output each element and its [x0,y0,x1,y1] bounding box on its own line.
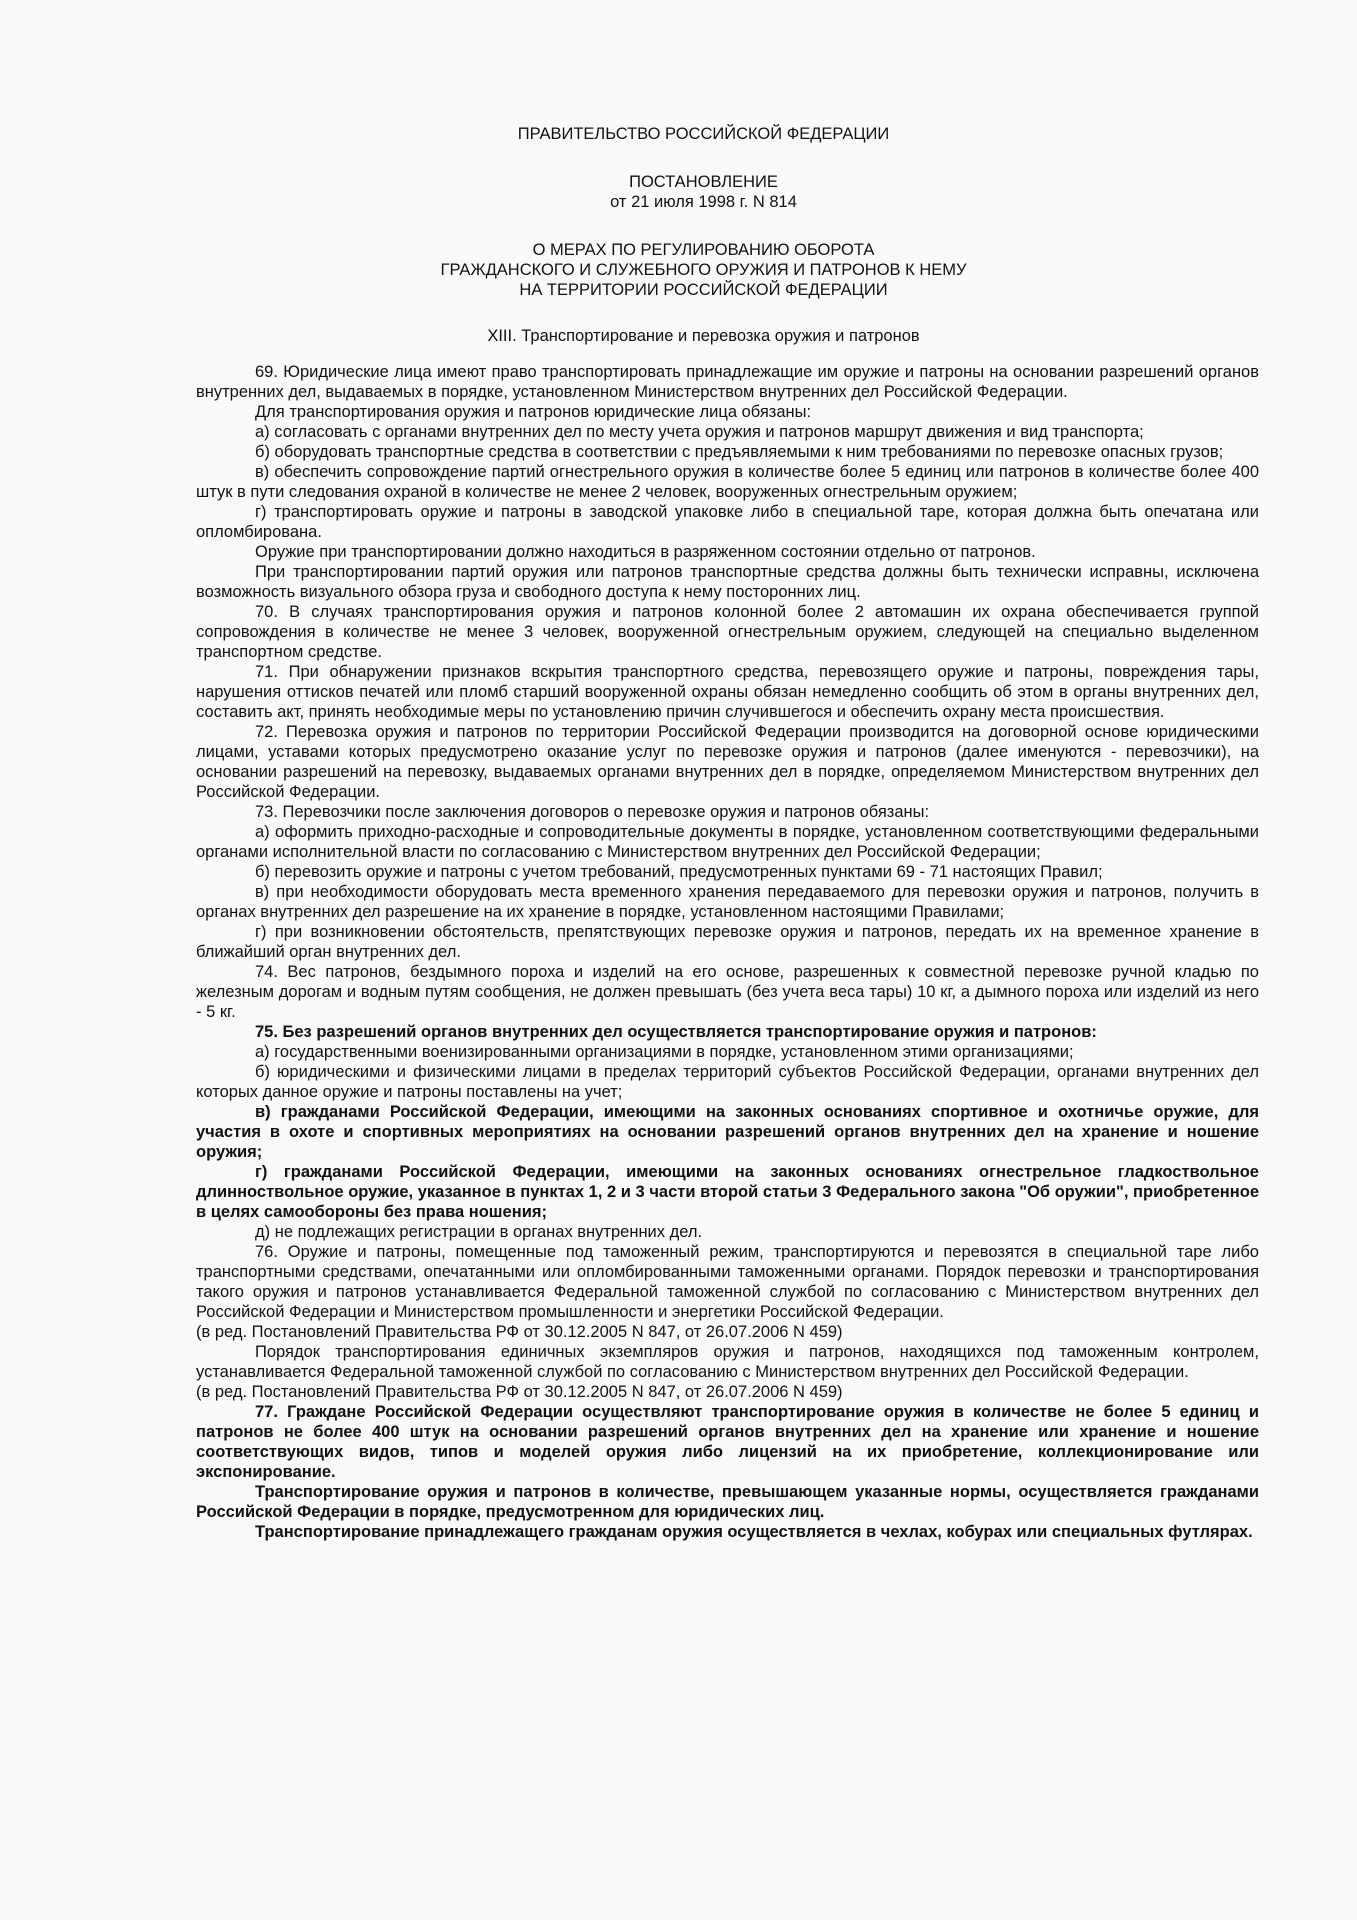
paragraph: г) при возникновении обстоятельств, препятствующих перевозке оружия и патронов, передать их на временное хранение в ближайший орган внутренних дел. [196,923,1259,961]
paragraph: б) юридическими и физическими лицами в пределах территорий субъектов Российской Федерации, органами внутренних дел которых данное оружие и патроны поставлены на учет; [196,1063,1259,1101]
paragraph: б) оборудовать транспортные средства в соответствии с предъявляемыми к ним требованиями по перевозке опасных грузов; [255,443,1224,461]
paragraph: 71. При обнаружении признаков вскрытия транспортного средства, перевозящего оружие и патроны, повреждения тары, нарушения оттисков печатей или пломб старший вооруженной охраны обязан немедленно сообщить об этом в органы внутренних дел, составить акт, принять необходимые меры по установлению причин случившегося и обеспечить охрану места происшествия. [196,663,1259,721]
paragraph: в) гражданами Российской Федерации, имеющими на законных основаниях спортивное и охотничье оружие, для участия в охоте и спортивных мероприятиях на основании разрешений органов внутренних дел на хранение и ношение оружия; [196,1103,1259,1161]
paragraph: 74. Вес патронов, бездымного пороха и изделий на его основе, разрешенных к совместной перевозке ручной кладью по железным дорогам и водным путям сообщения, не должен превышать (без учета веса тары) 10 кг, а дымного пороха или изделий из него - 5 кг. [196,963,1259,1021]
paragraph: Транспортирование принадлежащего гражданам оружия осуществляется в чехлах, кобурах или специальных футлярах. [255,1523,1253,1541]
paragraph: б) перевозить оружие и патроны с учетом требований, предусмотренных пунктами 69 - 71 настоящих Правил; [255,863,1103,881]
paragraph: Для транспортирования оружия и патронов юридические лица обязаны: [255,403,812,421]
paragraph: в) обеспечить сопровождение партий огнестрельного оружия в количестве более 5 единиц или патронов в количестве более 400 штук в пути следования охраной в количестве не менее 2 человек, вооруженных огнестрельным оружием; [196,463,1259,501]
paragraph: 76. Оружие и патроны, помещенные под таможенный режим, транспортируются и перевозятся в специальной таре либо транспортными средствами, опечатанными или опломбированными таможенными органами. Порядок перевозки и транспортирования такого оружия и патронов устанавливается Федеральной таможенной службой по согласованию с Министерством внутренних дел Российской Федерации и Министерством промышленности и энергетики Российской Федерации. [196,1243,1259,1321]
document-type: ПОСТАНОВЛЕНИЕ [629,173,778,191]
paragraph: 73. Перевозчики после заключения договоров о перевозке оружия и патронов обязаны: [255,803,930,821]
title-line: ГРАЖДАНСКОГО И СЛУЖЕБНОГО ОРУЖИЯ И ПАТРОНОВ К НЕМУ [440,261,967,279]
paragraph: Транспортирование оружия и патронов в количестве, превышающем указанные нормы, осуществляется гражданами Российской Федерации в порядке, предусмотренном для юридических лиц. [196,1483,1259,1521]
document-header [0,124,1357,346]
paragraph: г) транспортировать оружие и патроны в заводской упаковке либо в специальной таре, которая должна быть опечатана или опломбирована. [196,503,1259,541]
paragraph: д) не подлежащих регистрации в органах внутренних дел. [255,1223,703,1241]
paragraph: 77. Граждане Российской Федерации осуществляют транспортирование оружия в количестве не более 5 единиц и патронов не более 400 штук на основании разрешений органов внутренних дел на хранение или хранение и ношение соответствующих видов, типов и моделей оружия либо лицензий на их приобретение, коллекционирование или экспонирование. [196,1403,1259,1481]
title-line: НА ТЕРРИТОРИИ РОССИЙСКОЙ ФЕДЕРАЦИИ [519,281,888,299]
paragraph: а) государственными военизированными организациями в порядке, установленном этими организациями; [255,1043,1074,1061]
paragraph: (в ред. Постановлений Правительства РФ от 30.12.2005 N 847, от 26.07.2006 N 459) [196,1323,843,1341]
paragraph: Оружие при транспортировании должно находиться в разряженном состоянии отдельно от патронов. [255,543,1036,561]
document-title [50,240,1357,300]
document-body [196,362,1259,1542]
paragraph: а) согласовать с органами внутренних дел по месту учета оружия и патронов маршрут движения и вид транспорта; [255,423,1144,441]
paragraph: При транспортировании партий оружия или патронов транспортные средства должны быть технически исправны, исключена возможность визуального обзора груза и свободного доступа к нему посторонних лиц. [196,563,1259,601]
title-line: О МЕРАХ ПО РЕГУЛИРОВАНИЮ ОБОРОТА [532,241,875,259]
paragraph: 75. Без разрешений органов внутренних дел осуществляется транспортирование оружия и патронов: [255,1023,1097,1041]
paragraph: 72. Перевозка оружия и патронов по территории Российской Федерации производится на договорной основе юридическими лицами, уставами которых предусмотрено оказание услуг по перевозке оружия и патронов (далее именуются - перевозчики), на основании разрешений на перевозку, выдаваемых органами внутренних дел в порядке, определяемом Министерством внутренних дел Российской Федерации. [196,723,1259,801]
paragraph: г) гражданами Российской Федерации, имеющими на законных основаниях огнестрельное гладкоствольное длинноствольное оружие, указанное в пунктах 1, 2 и 3 части второй статьи 3 Федерального закона "Об оружии", приобретенное в целях самообороны без права ношения; [196,1163,1259,1221]
section-heading: XIII. Транспортирование и перевозка оружия и патронов [487,327,920,345]
paragraph: (в ред. Постановлений Правительства РФ от 30.12.2005 N 847, от 26.07.2006 N 459) [196,1383,843,1401]
paragraph: а) оформить приходно-расходные и сопроводительные документы в порядке, установленном соответствующими федеральными органами исполнительной власти по согласованию с Министерством внутренних дел Российской Федерации; [196,823,1259,861]
document-date: от 21 июля 1998 г. N 814 [610,193,797,211]
government-name: ПРАВИТЕЛЬСТВО РОССИЙСКОЙ ФЕДЕРАЦИИ [517,125,890,143]
paragraph: 69. Юридические лица имеют право транспортировать принадлежащие им оружие и патроны на основании разрешений органов внутренних дел, выдаваемых в порядке, установленном Министерством внутренних дел Российской Федерации. [196,363,1259,401]
paragraph: в) при необходимости оборудовать места временного хранения передаваемого для перевозки оружия и патронов, получить в органах внутренних дел разрешение на их хранение в порядке, установленном настоящими Правилами; [196,883,1259,921]
paragraph: 70. В случаях транспортирования оружия и патронов колонной более 2 автомашин их охрана обеспечивается группой сопровождения в количестве не менее 3 человек, вооруженной огнестрельным оружием, следующей на специально выделенном транспортном средстве. [196,603,1259,661]
paragraph: Порядок транспортирования единичных экземпляров оружия и патронов, находящихся под таможенным контролем, устанавливается Федеральной таможенной службой по согласованию с Министерством внутренних дел Российской Федерации. [196,1343,1259,1381]
